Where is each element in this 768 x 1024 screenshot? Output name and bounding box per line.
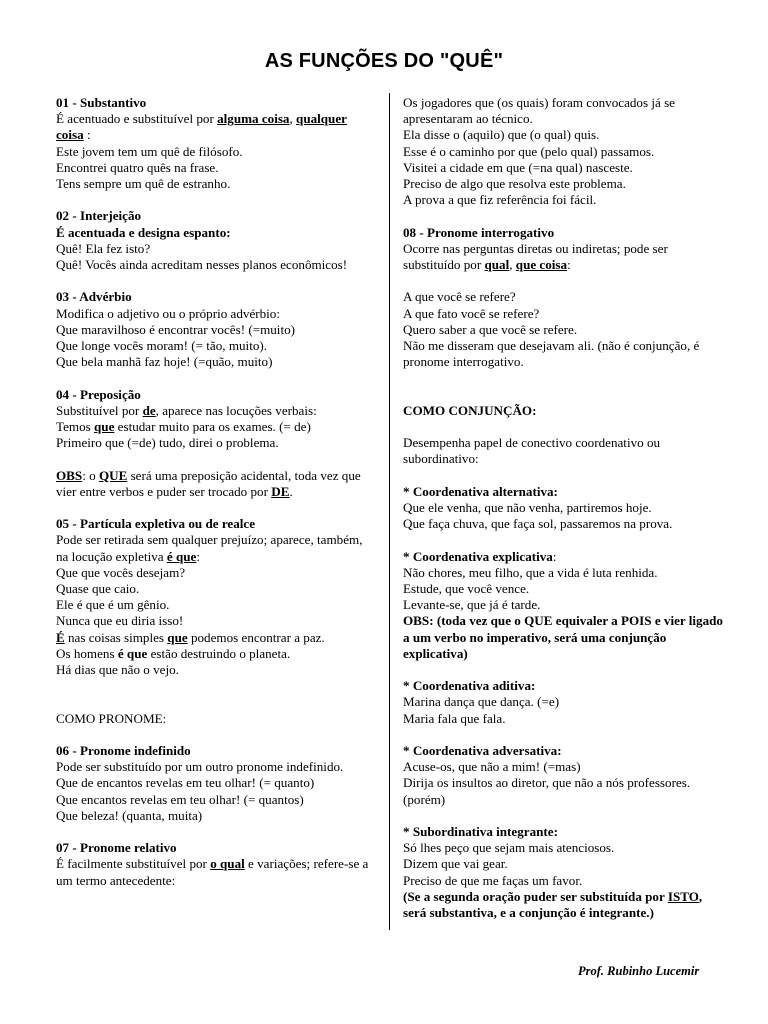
section-heading: 04 - Preposição xyxy=(56,386,141,402)
section-heading: 08 - Pronome interrogativo xyxy=(403,224,555,240)
obs-note xyxy=(403,889,723,921)
section-description: Modifica o adjetivo ou o próprio advérbio: xyxy=(56,305,280,321)
example: Que faça chuva, que faça sol, passaremos na prova. xyxy=(403,516,673,532)
example: A que fato você se refere? xyxy=(403,305,540,321)
example: Que encantos revelas em teu olhar! (= quantos) xyxy=(56,791,304,807)
text: nas coisas simples xyxy=(64,629,168,645)
emphasis: É xyxy=(56,629,65,645)
example: Encontrei quatro quês na frase. xyxy=(56,159,219,175)
example: A prova a que fiz referência foi fácil. xyxy=(403,192,597,208)
text: : o xyxy=(82,467,99,483)
emphasis: DE xyxy=(271,483,290,499)
group-heading: COMO PRONOME: xyxy=(56,710,167,726)
text: Ocorre nas perguntas diretas ou indiretas; pode ser substituído por xyxy=(403,240,668,273)
example: Não me disseram que desejavam ali. (não é conjunção, é pronome interrogativo. xyxy=(403,338,700,370)
text: Os homens xyxy=(56,645,118,661)
section-heading: 01 - Substantivo xyxy=(56,95,147,110)
section-heading: * Coordenativa alternativa: xyxy=(403,483,558,499)
example: Levante-se, que já é tarde. xyxy=(403,597,541,613)
obs-note xyxy=(56,468,374,500)
section-heading: 03 - Advérbio xyxy=(56,289,132,305)
group-heading: COMO CONJUNÇÃO: xyxy=(403,402,537,418)
emphasis: o qual xyxy=(210,856,245,872)
text: Substituível por xyxy=(56,402,143,418)
emphasis: de xyxy=(142,402,156,418)
text: Pode ser retirada sem qualquer prejuízo; aparece, também, na locução expletiva xyxy=(56,532,363,564)
text: podemos encontrar a paz. xyxy=(187,629,325,645)
obs-note: OBS: (toda vez que o QUE equivaler a POIS e vier ligado a um verbo no imperativo, será uma conjunção explicativa) xyxy=(403,613,723,661)
section-heading: 06 - Pronome indefinido xyxy=(56,743,191,759)
section-description: É acentuada e designa espanto: xyxy=(56,224,231,240)
column-divider xyxy=(389,93,390,930)
emphasis: alguma coisa xyxy=(217,111,290,127)
emphasis: que xyxy=(167,629,188,645)
text: É facilmente substituível por xyxy=(56,856,211,872)
text: , xyxy=(509,257,516,273)
section-heading xyxy=(403,549,723,565)
text: será uma preposição acidental, toda vez que vier entre verbos e puder ser trocado por xyxy=(56,467,361,499)
example: Há dias que não o vejo. xyxy=(56,662,179,678)
example xyxy=(56,419,374,435)
example: Quê! Ela fez isto? xyxy=(56,240,151,256)
text: : xyxy=(567,257,571,273)
example: Que de encantos revelas em teu olhar! (= quanto) xyxy=(56,775,315,791)
example xyxy=(56,646,374,662)
example: Que beleza! (quanta, muita) xyxy=(56,807,203,823)
text: , será substantiva, e a conjunção é integrante.) xyxy=(403,888,703,921)
section-heading: 05 - Partícula expletiva ou de realce xyxy=(56,516,256,532)
emphasis: é que xyxy=(166,548,197,564)
text: , xyxy=(289,111,297,127)
example: Primeiro que (=de) tudo, direi o problema. xyxy=(56,435,279,451)
text: É acentuado e substituível por xyxy=(56,111,218,127)
example: Preciso de algo que resolva este problema. xyxy=(403,176,626,192)
left-column xyxy=(56,95,374,889)
page-title: AS FUNÇÕES DO "QUÊ" xyxy=(264,50,504,72)
text: e variações; refere-se a um termo antecedente: xyxy=(56,856,369,888)
example: Quê! Vocês ainda acreditam nesses planos econômicos! xyxy=(56,257,348,273)
section-description xyxy=(403,241,723,273)
section-heading: * Coordenativa adversativa: xyxy=(403,743,562,758)
example: Quero saber a que você se refere. xyxy=(403,321,578,337)
section-heading: * Subordinativa integrante: xyxy=(403,824,558,839)
text: estudar muito para os exames. (= de) xyxy=(114,419,311,435)
example: Os jogadores que (os quais) foram convocados já se apresentaram ao técnico. xyxy=(403,95,675,127)
example: Estude, que você vence. xyxy=(403,581,530,596)
text: estão destruindo o planeta. xyxy=(147,645,291,661)
emphasis: OBS xyxy=(56,467,83,483)
emphasis: ISTO xyxy=(667,888,699,904)
example: Que ele venha, que não venha, partiremos hoje. xyxy=(403,500,652,515)
section-description xyxy=(56,111,374,143)
text: , aparece nas locuções verbais: xyxy=(155,402,317,418)
example: Esse é o caminho por que (pelo qual) passamos. xyxy=(403,143,655,159)
example: Quase que caio. xyxy=(56,581,140,597)
example: Visitei a cidade em que (=na qual) nasceste. xyxy=(403,159,633,175)
example: Ela disse o (aquilo) que (o qual) quis. xyxy=(403,127,600,143)
section-heading: 02 - Interjeição xyxy=(56,208,142,224)
example: Maria fala que fala. xyxy=(403,710,506,726)
section-description xyxy=(56,403,374,419)
emphasis: que coisa xyxy=(515,257,568,273)
section-description: Desempenha papel de conectivo coordenativo ou subordinativo: xyxy=(403,435,661,467)
text: Temos xyxy=(56,419,94,435)
example: Que maravilhoso é encontrar vocês! (=muito) xyxy=(56,321,295,337)
example: Não chores, meu filho, que a vida é luta renhida. xyxy=(403,564,658,580)
example: Este jovem tem um quê de filósofo. xyxy=(56,143,243,159)
example: Que bela manhã faz hoje! (=quão, muito) xyxy=(56,354,273,370)
example: Que que vocês desejam? xyxy=(56,564,186,580)
example: Nunca que eu diria isso! xyxy=(56,613,184,629)
text: (Se a segunda oração puder ser substituída por xyxy=(403,888,668,904)
emphasis: qual xyxy=(484,257,510,273)
section-description: Pode ser substituído por um outro pronome indefinido. xyxy=(56,759,344,775)
emphasis: é que xyxy=(117,645,148,661)
example: Tens sempre um quê de estranho. xyxy=(56,176,231,192)
author-signature: Prof. Rubinho Lucemir xyxy=(578,964,700,978)
text: : xyxy=(83,127,91,143)
emphasis: qualquer coisa xyxy=(56,111,347,143)
example: Que longe vocês moram! (= tão, muito). xyxy=(56,338,268,354)
section-heading: 07 - Pronome relativo xyxy=(56,840,177,856)
text: * Coordenativa explicativa xyxy=(403,548,553,564)
emphasis: que xyxy=(94,419,115,435)
text: : xyxy=(196,548,200,564)
example: Preciso de que me faças um favor. xyxy=(403,872,583,888)
example: A que você se refere? xyxy=(403,289,516,305)
example xyxy=(56,630,374,646)
example: Acuse-os, que não a mim! (=mas) xyxy=(403,759,581,775)
text: : xyxy=(552,548,557,564)
section-description xyxy=(56,856,374,888)
emphasis: QUE xyxy=(98,467,128,483)
text: . xyxy=(289,483,293,499)
right-column xyxy=(403,95,723,921)
section-description xyxy=(56,532,374,564)
example: Dizem que vai gear. xyxy=(403,856,508,872)
example: Ele é que é um gênio. xyxy=(56,597,170,613)
example: Marina dança que dança. (=e) xyxy=(403,694,560,710)
example: Só lhes peço que sejam mais atenciosos. xyxy=(403,840,615,856)
example: Dirija os insultos ao diretor, que não a nós professores. (porém) xyxy=(403,775,691,807)
section-heading: * Coordenativa aditiva: xyxy=(403,678,536,694)
